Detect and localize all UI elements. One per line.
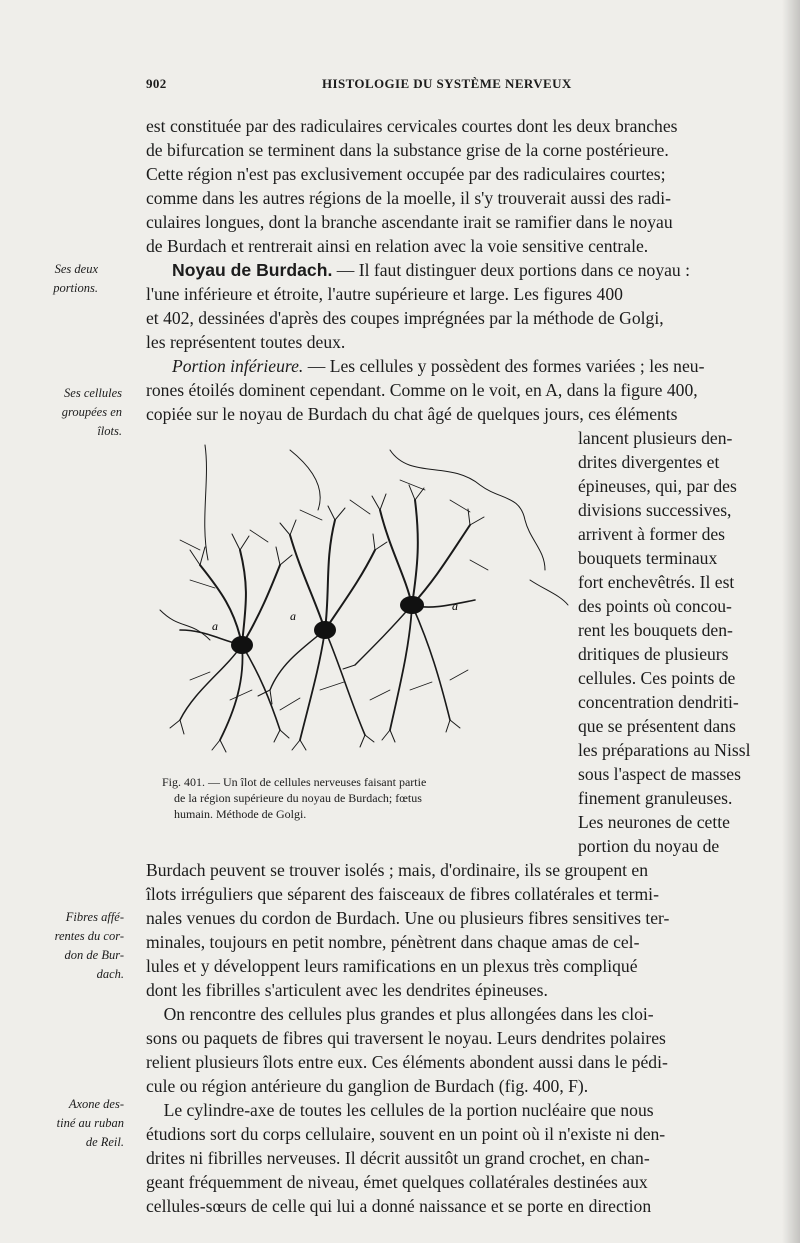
text-line: nales venues du cordon de Burdach. Une ou plusieurs fibres sensitives ter- [146,908,670,928]
text-line: rones étoilés dominent cependant. Comme on le voit, en A, dans la figure 400, [146,380,698,400]
section-heading-portion: Portion inférieure. [172,356,304,376]
text-line: cellules-sœurs de celle qui lui a donné naissance et se porte en direction [146,1196,652,1216]
side-text-line: bouquets terminaux [578,548,718,568]
side-text-line: lancent plusieurs den- [578,428,733,448]
side-text-line: divisions successives, [578,500,732,520]
figure-label-a: a [212,619,218,633]
text-line: les représentent toutes deux. [146,332,346,352]
text-line: minales, toujours en petit nombre, pénètrent dans chaque amas de cel- [146,932,640,952]
side-text-line: épineuses, qui, par des [578,476,737,496]
text-line: de Burdach et rentrerait ainsi en relation avec la voie sensitive centrale. [146,236,649,256]
neuron-cell-body [314,621,336,639]
side-text-line: concentration dendriti- [578,692,739,712]
margin-note-cellules-groupees: Ses cellules groupées en îlots. [61,386,122,438]
neuron-cell-body [231,636,253,654]
text-line: dont les fibrilles s'articulent avec les dendrites épineuses. [146,980,548,1000]
noyau-paragraph-first-line: Noyau de Burdach. — Il faut distinguer deux portions dans ce noyau : [172,260,691,280]
side-text-line: des points où concou- [578,596,732,616]
text-line: relient plusieurs îlots entre eux. Ces éléments abondent aussi dans le pédi- [146,1052,668,1072]
side-text-line: arrivent à former des [578,524,726,544]
text-line: est constituée par des radiculaires cervicales courtes dont les deux branches [146,116,678,136]
side-text-line: sous l'aspect de masses [578,764,741,784]
figure-label-a: a [290,609,296,623]
text-line: cule ou région antérieure du ganglion de Burdach (fig. 400, F). [146,1076,589,1096]
text-line: étudions sort du corps cellulaire, souvent en un point où il n'existe ni den- [146,1124,666,1144]
margin-note-axone: Axone des- tiné au ruban de Reil. [56,1097,124,1149]
text-line: Burdach peuvent se trouver isolés ; mais, d'ordinaire, ils se groupent en [146,860,649,880]
figure-golgi-neurons [150,440,570,765]
text-line: copiée sur le noyau de Burdach du chat âgé de quelques jours, ces éléments [146,404,678,424]
side-text-line: que se présentent dans [578,716,736,736]
side-text-line: fort enchevêtrés. Il est [578,572,735,592]
margin-note-fibres-afferentes: Fibres affé- rentes du cor- don de Bur- dach. [54,910,124,981]
neuron-cell-body [400,596,424,614]
figure-label-a: a [452,599,458,613]
side-text-line: Les neurones de cette [578,812,730,832]
side-text-line: finement granuleuses. [578,788,733,808]
running-title: HISTOLOGIE DU SYSTÈME NERVEUX [322,76,572,91]
section-heading-noyau: Noyau de Burdach. [172,260,333,280]
text-line: drites ni fibrilles nerveuses. Il décrit aussitôt un grand crochet, en chan- [146,1148,650,1168]
side-text-line: drites divergentes et [578,452,720,472]
text-line: Cette région n'est pas exclusivement occupée par des radiculaires courtes; [146,164,666,184]
page-header [0,76,800,96]
side-text-line: cellules. Ces points de [578,668,736,688]
text-line: lules et y développent leurs ramifications en un plexus très compliqué [146,956,638,976]
text-line: comme dans les autres régions de la moelle, il s'y trouverait aussi des radi- [146,188,671,208]
side-text-line: dritiques de plusieurs [578,644,729,664]
text-line: culaires longues, dont la branche ascendante irait se ramifier dans le noyau [146,212,673,232]
text-line: l'une inférieure et étroite, l'autre supérieure et large. Les figures 400 [146,284,623,304]
page-edge-shadow [782,0,800,1243]
portion-paragraph-first-line: Portion inférieure. — Les cellules y possèdent des formes variées ; les neu- [172,356,705,376]
text-line: de bifurcation se terminent dans la substance grise de la corne postérieure. [146,140,669,160]
side-text-line: rent les bouquets den- [578,620,733,640]
text-line: et 402, dessinées d'après des coupes imprégnées par la méthode de Golgi, [146,308,664,328]
page-number: 902 [146,76,167,91]
text-line: geant fréquemment de niveau, émet quelques collatérales destinées aux [146,1172,648,1192]
text-line: îlots irréguliers que séparent des faisceaux de fibres collatérales et termi- [146,884,659,904]
side-text-line: les préparations au Nissl [578,740,751,760]
text-line: On rencontre des cellules plus grandes et plus allongées dans les cloi- [146,1004,654,1024]
margin-note-deux-portions: Ses deux portions. [53,262,98,295]
side-text-line: portion du noyau de [578,836,720,856]
text-line: Le cylindre-axe de toutes les cellules de la portion nucléaire que nous [146,1100,654,1120]
figure-caption: Fig. 401. — Un îlot de cellules nerveuses faisant partie de la région supérieure du noyau de Burdach; fœtus humain. Méthode de Golgi. [162,775,427,821]
text-line: sons ou paquets de fibres qui traversent le noyau. Leurs dendrites polaires [146,1028,666,1048]
